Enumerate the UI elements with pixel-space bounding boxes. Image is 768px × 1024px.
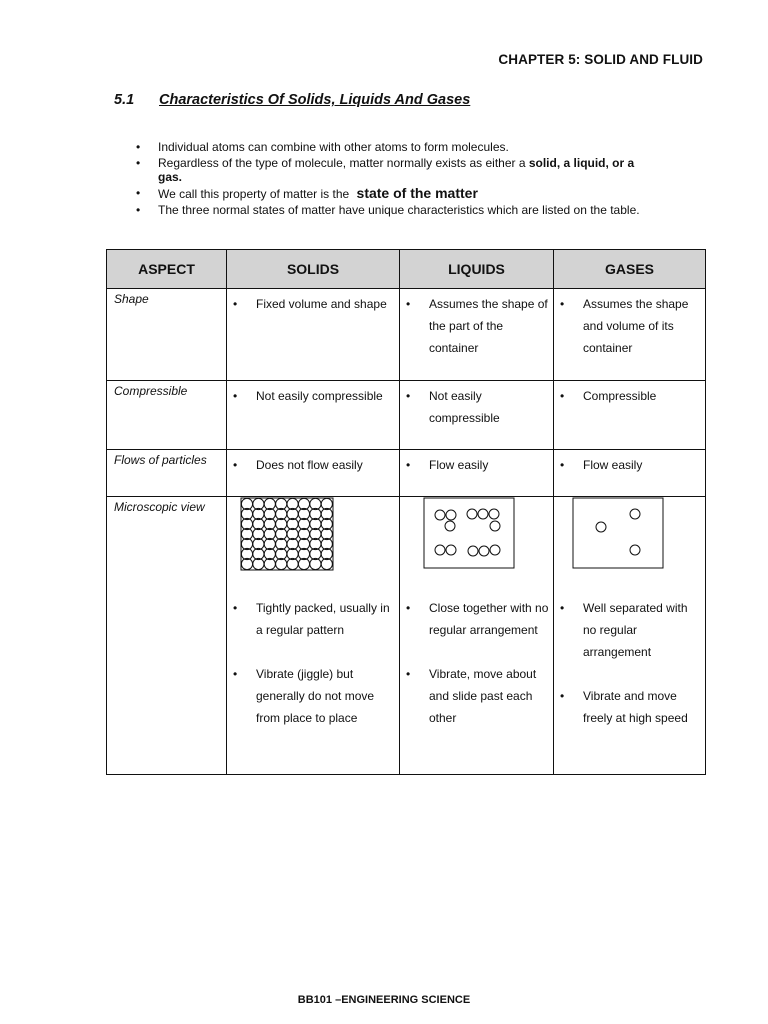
gases-cell [554,381,706,450]
intro-bullet-3-text: We call this property of matter is the [158,187,350,201]
aspect-cell: Microscopic view [107,497,227,775]
table-row-compressible [107,381,706,450]
header-aspect: ASPECT [107,250,227,289]
table-header-row [107,250,706,289]
intro-bullet-4 [136,203,656,217]
liquid-particle [489,509,499,519]
intro-bullet-1-text: Individual atoms can combine with other atoms to form molecules. [158,140,509,154]
intro-bullet-3-bold: state of the matter [356,185,478,201]
gas-particle [596,522,606,532]
aspect-cell: Compressible [107,381,227,450]
solids-micro-cell [227,497,400,775]
gases-cell [554,289,706,381]
intro-bullet-3 [136,186,656,201]
liquid-particle [435,545,445,555]
cell-bullet: • Not easily compressible [233,385,395,407]
gas-particle [630,509,640,519]
intro-bullet-2-text: Regardless of the type of molecule, matter normally exists as either a [158,156,529,170]
cell-bullet: • Fixed volume and shape [233,293,395,315]
intro-bullet-4-text: The three normal states of matter have unique characteristics which are listed on the table. [158,203,640,217]
solids-cell [227,289,400,381]
liquids-cell [400,450,554,497]
solid-particles-diagram [227,497,400,571]
intro-bullet-list [136,140,656,219]
chapter-heading: CHAPTER 5: SOLID AND FLUID [498,52,703,67]
aspect-cell: Shape [107,289,227,381]
cell-bullet: • Vibrate (jiggle) but generally do not move from place to place [233,663,395,729]
liquid-particle [479,546,489,556]
cell-bullet: • Compressible [560,385,701,407]
gases-micro-cell [554,497,706,775]
cell-bullet: • Close together with no regular arrangement [406,597,549,641]
liquids-cell [400,289,554,381]
intro-bullet-2 [136,156,656,184]
liquid-particle [468,546,478,556]
states-of-matter-table [106,249,706,775]
table-row-microscopic [107,497,706,775]
cell-bullet: • Well separated with no regular arrangement [560,597,701,663]
intro-bullet-2-bold: solid, a liquid, or a gas. [158,156,635,184]
liquid-particle [435,510,445,520]
section-title [114,92,470,108]
header-gases: GASES [554,250,706,289]
table-row-shape [107,289,706,381]
solids-cell [227,381,400,450]
gas-particle [630,545,640,555]
liquids-cell [400,381,554,450]
header-solids: SOLIDS [227,250,400,289]
gases-cell [554,450,706,497]
liquids-micro-cell [400,497,554,775]
header-liquids: LIQUIDS [400,250,554,289]
liquid-particle [490,521,500,531]
page-footer: BB101 –ENGINEERING SCIENCE [297,994,471,1006]
cell-bullet: • Not easily compressible [406,385,549,429]
cell-bullet: • Flow easily [560,454,701,476]
cell-bullet: • Vibrate and move freely at high speed [560,685,701,729]
solids-cell [227,450,400,497]
cell-bullet: • Assumes the shape of the part of the container [406,293,549,359]
liquid-box [424,498,514,568]
liquid-particle [446,510,456,520]
liquid-particles-diagram [400,497,554,571]
liquid-particle [467,509,477,519]
liquid-particle [478,509,488,519]
table-row-flow [107,450,706,497]
liquid-particle [490,545,500,555]
section-title-text: Characteristics Of Solids, Liquids And Gases [159,92,471,108]
liquid-particle [446,545,456,555]
liquid-particle [445,521,455,531]
cell-bullet: • Does not flow easily [233,454,395,476]
cell-bullet: • Vibrate, move about and slide past each other [406,663,549,729]
gas-particles-diagram [554,497,706,571]
aspect-cell: Flows of particles [107,450,227,497]
cell-bullet: • Assumes the shape and volume of its container [560,293,701,359]
intro-bullet-1 [136,140,656,154]
cell-bullet: • Tightly packed, usually in a regular pattern [233,597,395,641]
gas-box [573,498,663,568]
cell-bullet: • Flow easily [406,454,549,476]
section-number: 5.1 [114,92,135,108]
